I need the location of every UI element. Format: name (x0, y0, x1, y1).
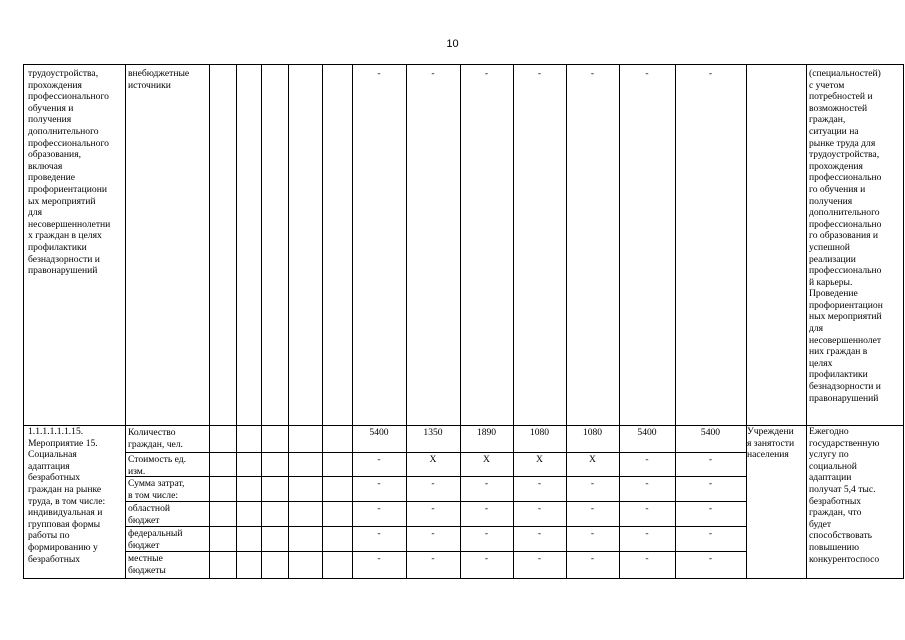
row-value: X (536, 454, 543, 465)
row-label: Стоимость ед. изм. (128, 454, 187, 477)
row-label: Сумма затрат, в том числе: (128, 478, 185, 501)
block1-value: - (431, 68, 435, 79)
row-value: - (537, 528, 542, 539)
row-value: - (377, 454, 381, 465)
block1-name: трудоустройства, прохождения профессионального обучения и получения дополнительного профессионального образования, включая проведение профориентациони ых мероприятий для несовершеннолетни х граждан в целях профилактики безнадзорности и правонарушений (28, 68, 111, 277)
row-value: - (590, 553, 595, 564)
row-value: - (645, 503, 649, 514)
grid-line (23, 64, 904, 65)
row-value: - (645, 528, 649, 539)
row-value: X (483, 454, 490, 465)
row-value: X (429, 454, 437, 465)
row-value: - (431, 553, 435, 564)
block2-name: 1.1.1.1.1.1.15. Мероприятие 15. Социальная адаптация безработных граждан на рынке труда, в том числе: индивидуальная и групповая формы работы по формированию у безработных (28, 426, 106, 565)
row-value: - (708, 454, 713, 465)
row-label: федеральный бюджет (128, 528, 183, 551)
grid-line (125, 551, 747, 552)
block1-value: - (537, 68, 542, 79)
row-value: - (431, 503, 435, 514)
row-value: - (590, 478, 595, 489)
grid-line (23, 578, 904, 579)
grid-line (125, 452, 747, 453)
block1-value: - (377, 68, 381, 79)
row-value: X (589, 454, 596, 465)
row-value: - (708, 528, 713, 539)
block1-indicator: внебюджетные источники (128, 68, 190, 91)
block1-value: - (484, 68, 489, 79)
row-label: областной бюджет (128, 503, 171, 526)
row-value: - (377, 553, 381, 564)
row-value: - (645, 478, 649, 489)
row-value: - (377, 478, 381, 489)
row-value: - (590, 503, 595, 514)
row-value: - (377, 528, 381, 539)
block2-executor: Учреждени я занятости населения (747, 426, 795, 461)
row-value: - (431, 478, 435, 489)
row-value: - (484, 478, 489, 489)
page-number: 10 (446, 38, 459, 50)
grid-line (125, 501, 747, 502)
block1-value: - (645, 68, 649, 79)
row-value: - (590, 528, 595, 539)
row-label: местные бюджеты (128, 553, 166, 576)
row-value: 5400 (700, 427, 721, 438)
block1-value: - (590, 68, 595, 79)
row-value: - (431, 528, 435, 539)
row-value: - (645, 553, 649, 564)
row-value: - (377, 503, 381, 514)
row-value: 1350 (423, 427, 443, 438)
row-value: - (708, 503, 713, 514)
row-value: 1080 (529, 427, 550, 438)
row-value: - (537, 478, 542, 489)
row-value: 1080 (582, 427, 603, 438)
grid-line (125, 476, 747, 477)
row-value: - (645, 454, 649, 465)
row-label: Количество граждан, чел. (128, 427, 183, 450)
grid-line (125, 526, 747, 527)
row-value: 1890 (476, 427, 497, 438)
row-value: - (484, 553, 489, 564)
row-value: 5400 (637, 427, 657, 438)
row-value: - (484, 503, 489, 514)
grid-line (23, 64, 24, 579)
grid-line (903, 64, 904, 579)
row-value: - (537, 503, 542, 514)
row-value: - (484, 528, 489, 539)
grid-line (806, 64, 807, 579)
row-value: - (537, 553, 542, 564)
block1-result: (специальностей) с учетом потребностей и возможностей граждан, ситуации на рынке труда для трудоустройства, прохождения профессионально го обучения и получения дополнительного профессионально го образования и успешной реализации профессионально й карьеры. Проведение профориентацион ных мероприятий для несовершеннолет них граждан в целях профилактики безнадзорности и правонарушений (809, 68, 883, 404)
row-value: - (708, 553, 713, 564)
block1-value: - (708, 68, 713, 79)
row-value: 5400 (369, 427, 389, 438)
block2-result: Ежегодно государственную услугу по социальной адаптации получат 5,4 тыс. безработных граждан, что будет способствовать повышению конкурентоспосо (809, 426, 880, 565)
row-value: - (708, 478, 713, 489)
